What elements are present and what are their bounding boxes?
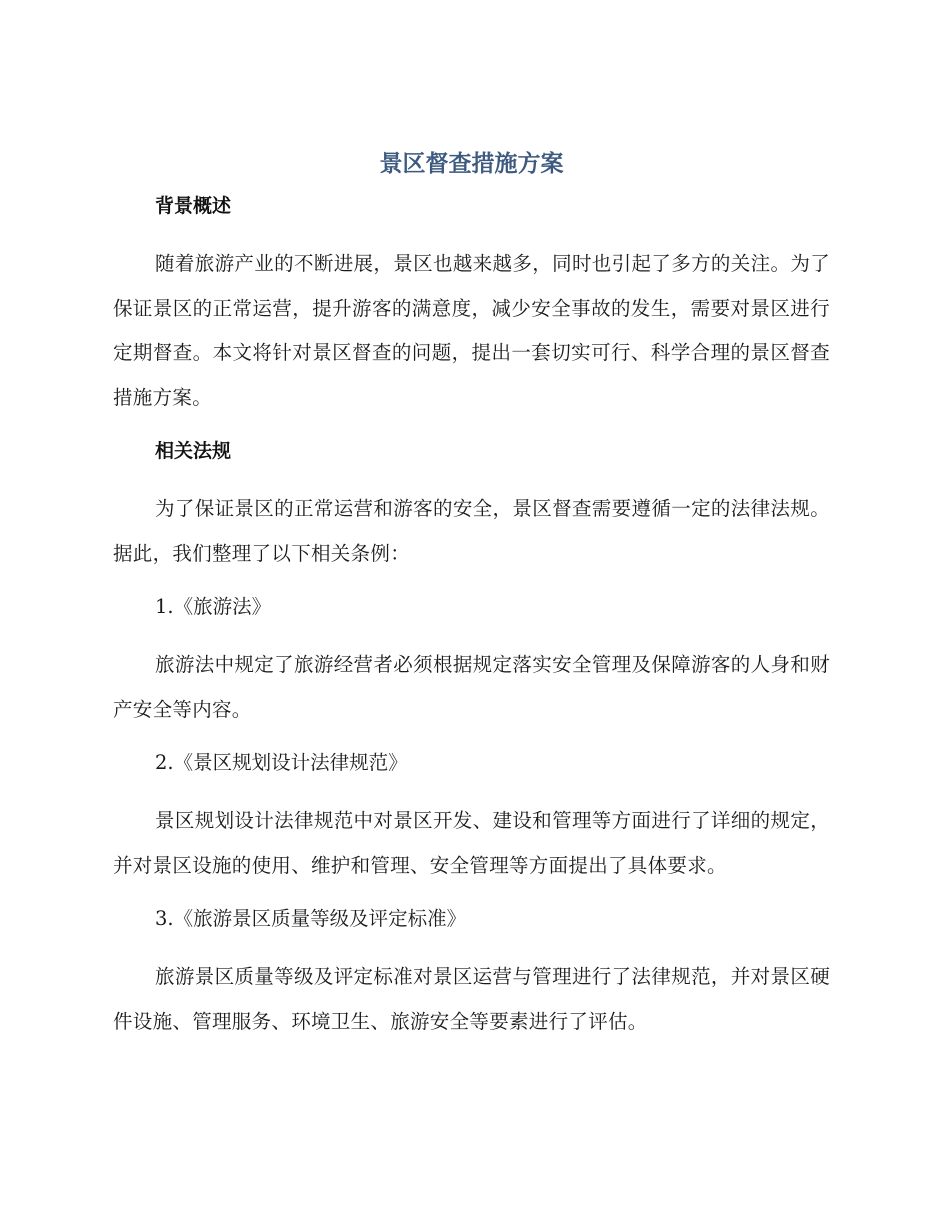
background-paragraph: 随着旅游产业的不断进展，景区也越来越多，同时也引起了多方的关注。为了保证景区的正常运营，提升游客的满意度，减少安全事故的发生，需要对景区进行定期督查。本文将针对景区督查的问题，提出一套切实可行、科学合理的景区督查措施方案。	[113, 252, 830, 409]
regulation-item-label-2: 2.《景区规划设计法律规范》	[155, 751, 408, 774]
regulation-item-text-1: 旅游法中规定了旅游经营者必须根据规定落实安全管理及保障游客的人身和财产安全等内容。	[113, 653, 830, 721]
regulation-item-text-2: 景区规划设计法律规范中对景区开发、建设和管理等方面进行了详细的规定，并对景区设施的使用、维护和管理、安全管理等方面提出了具体要求。	[113, 809, 830, 877]
regulations-intro-paragraph: 为了保证景区的正常运营和游客的安全，景区督查需要遵循一定的法律法规。据此，我们整理了以下相关条例：	[113, 497, 830, 565]
regulation-item-label-1: 1.《旅游法》	[155, 595, 272, 618]
section-heading-background: 背景概述	[155, 195, 232, 217]
section-heading-regulations: 相关法规	[155, 440, 232, 462]
regulation-item-text-3: 旅游景区质量等级及评定标准对景区运营与管理进行了法律规范，并对景区硬件设施、管理服务、环境卫生、旅游安全等要素进行了评估。	[113, 965, 830, 1033]
document-title: 景区督查措施方案	[379, 151, 564, 177]
regulation-item-label-3: 3.《旅游景区质量等级及评定标准》	[155, 907, 467, 930]
document-body	[113, 140, 830, 1059]
